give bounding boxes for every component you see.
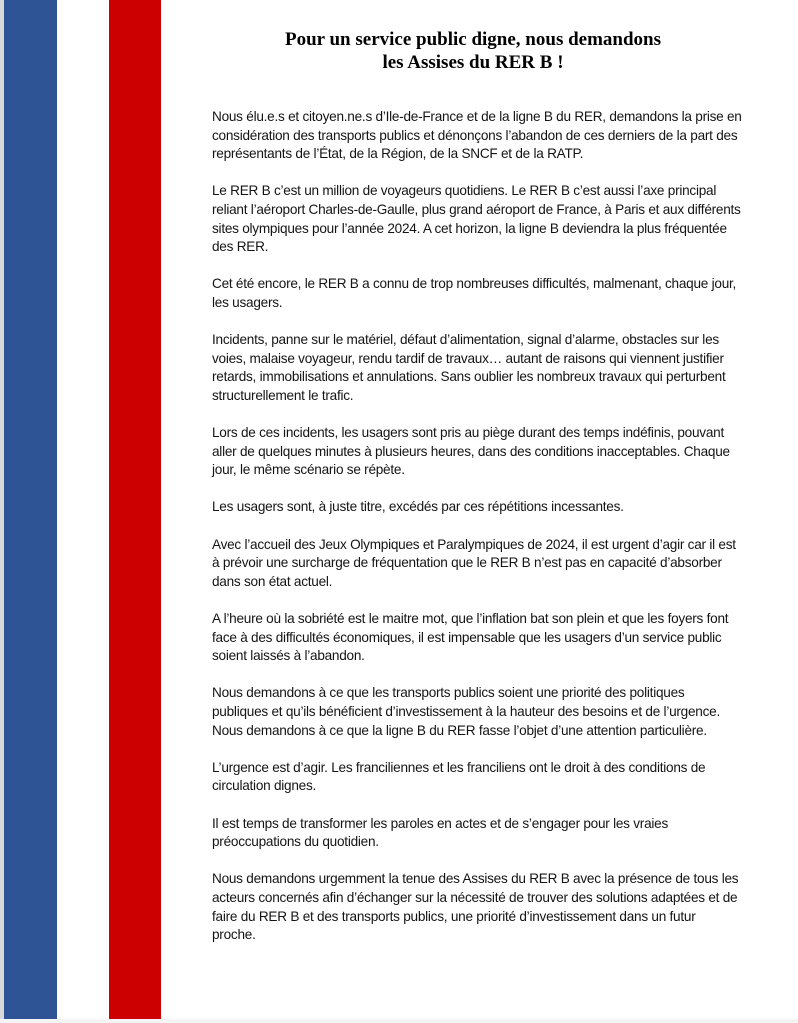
paragraph-6: Les usagers sont, à juste titre, excédés par ces répétitions incessantes.: [212, 499, 624, 515]
paragraph-1: Nous élu.e.s et citoyen.ne.s d’Ile-de-France et de la ligne B du RER, demandons la prise en considération des transports publics et dénonçons l’abandon de ces derniers de la part des représentants de l’État, de la Région, de la SNCF et de la RATP.: [212, 109, 742, 162]
document-title: [200, 28, 746, 74]
paragraph-4: Incidents, panne sur le matériel, défaut d’alimentation, signal d’alarme, obstacles sur les voies, malaise voyageur, rendu tardif de travaux… autant de raisons qui viennent justifier retards, immobilisations et annulations. Sans oublier les nombreux travaux qui perturbent structurellement le trafic.: [212, 332, 726, 403]
flag-stripe-white: [57, 0, 109, 1023]
paragraph-8: A l’heure où la sobriété est le maitre mot, que l’inflation bat son plein et que les foyers font face à des difficultés économiques, il est impensable que les usagers d’un service public soient laissés à l’abandon.: [212, 611, 729, 664]
paragraph-3: Cet été encore, le RER B a connu de trop nombreuses difficultés, malmenant, chaque jour, les usagers.: [212, 276, 737, 310]
title-line-2: les Assises du RER B !: [382, 52, 564, 73]
paragraph-5: Lors de ces incidents, les usagers sont pris au piège durant des temps indéfinis, pouvant aller de quelques minutes à plusieurs heures, dans des conditions inacceptables. Chaque jour, le même scénario se répète.: [212, 425, 730, 478]
paragraph-12: Nous demandons urgemment la tenue des Assises du RER B avec la présence de tous les acteurs concernés afin d’échanger sur la nécessité de trouver des solutions adaptées et de faire du RER B et des transports publics, une priorité d’investissement dans un futur proche.: [212, 871, 739, 943]
paragraph-11: Il est temps de transformer les paroles en actes et de s’engager pour les vraies préoccupations du quotidien.: [212, 815, 669, 850]
flag-stripe-blue: [4, 0, 57, 1023]
document-body: [212, 108, 742, 963]
paragraph-2: Le RER B c’est un million de voyageurs quotidiens. Le RER B c’est aussi l’axe principal reliant l’aéroport Charles-de-Gaulle, plus grand aéroport de France, à Paris et aux différents sites olympiques pour l’année 2024. A cet horizon, la ligne B deviendra la plus fréquentée des RER.: [212, 183, 741, 255]
title-line-1: Pour un service public digne, nous demandons: [284, 29, 662, 50]
flag-stripe-red: [109, 0, 161, 1023]
paragraph-10: L’urgence est d’agir. Les franciliennes et les franciliens ont le droit à des conditions de circulation dignes.: [212, 759, 706, 794]
page-bottom-edge: [0, 1019, 798, 1023]
paragraph-7: Avec l’accueil des Jeux Olympiques et Paralympiques de 2024, il est urgent d’agir car il est à prévoir une surcharge de fréquentation que le RER B n’est pas en capacité d’absorber dans son état actuel.: [212, 536, 736, 589]
paragraph-9: Nous demandons à ce que les transports publics soient une priorité des politiques publiques et qu’ils bénéficient d’investissement à la hauteur des besoins et de l’urgence. Nous demandons à ce que la ligne B du RER fasse l’objet d’une attention particulière.: [212, 685, 720, 738]
